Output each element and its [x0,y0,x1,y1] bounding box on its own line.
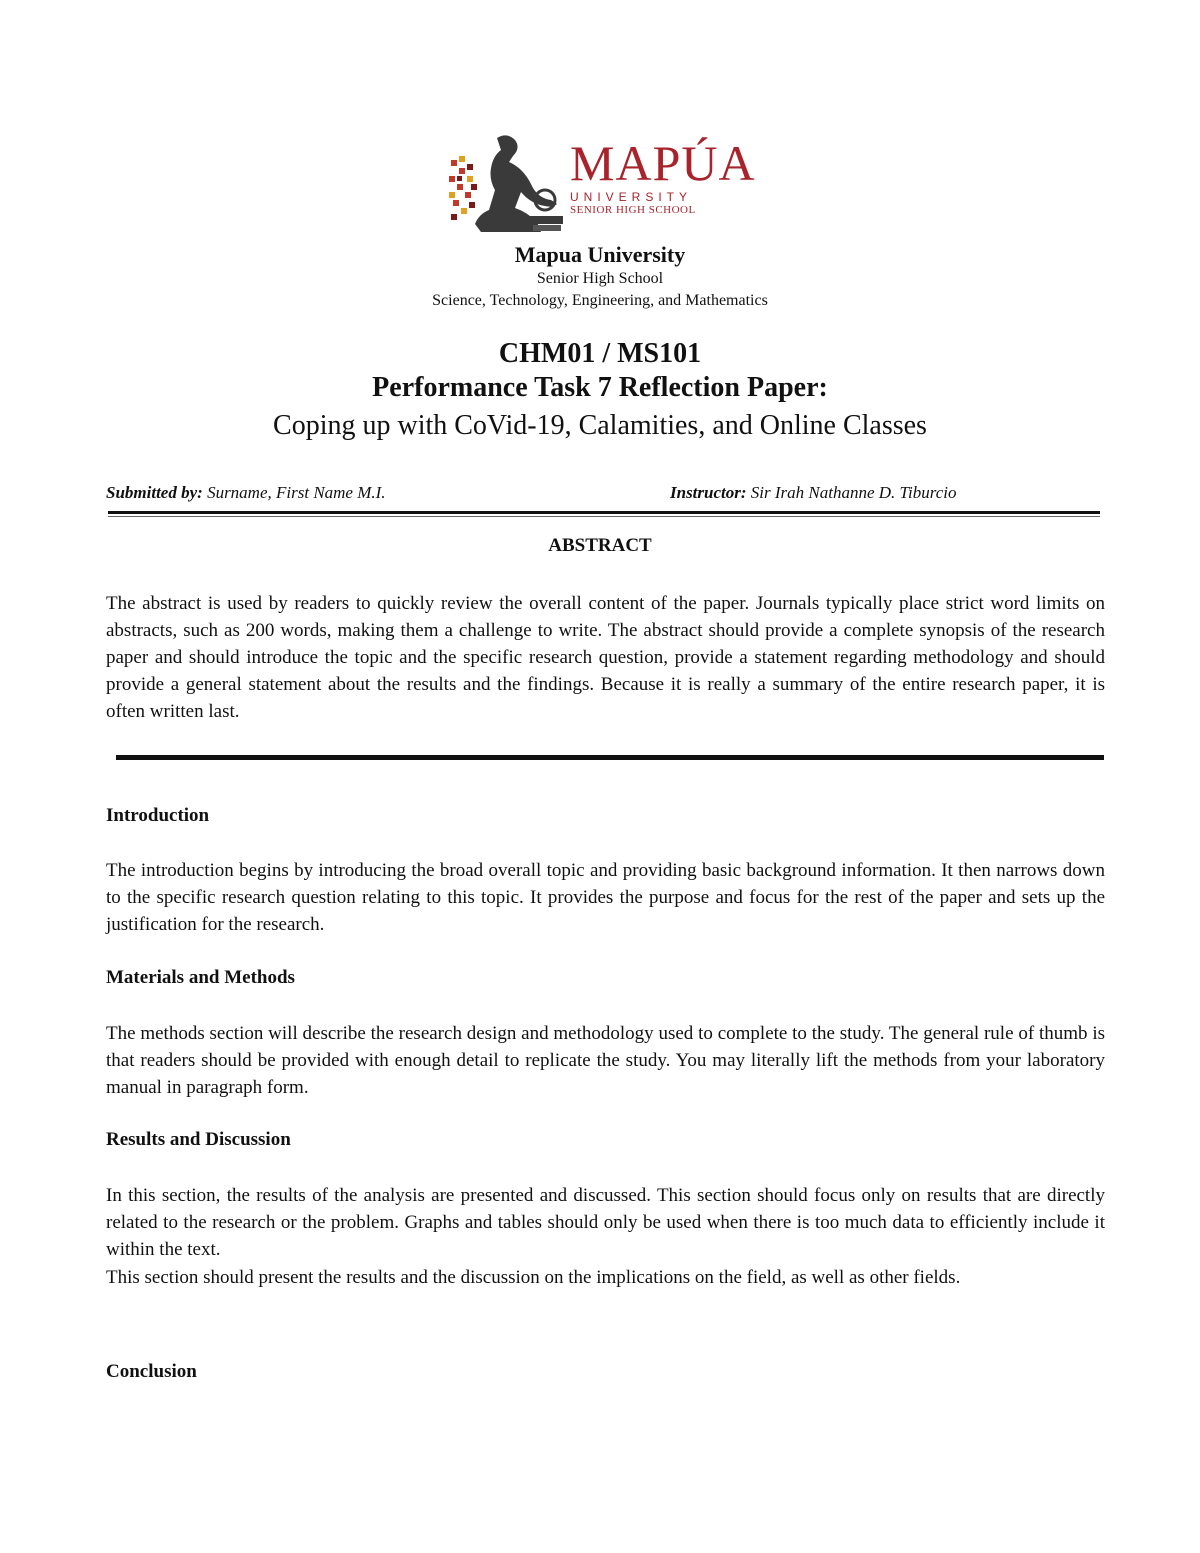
abstract-body: The abstract is used by readers to quickly review the overall content of the paper. Journals typically place strict word limits on abstracts, such as 200 words, making them a challenge to write. The abstract should provide a complete synopsis of the research paper and should introduce the topic and the specific research question, provide a statement regarding methodology and should provide a general statement about the results and the findings. Because it is really a summary of the entire research paper, it is often written last. [106,593,1105,722]
logo-wordmark [570,135,756,216]
submitted-value: Surname, First Name M.I. [202,483,386,502]
methods-heading: Materials and Methods [106,967,295,988]
task-title: Performance Task 7 Reflection Paper: [372,372,828,403]
submitted-label: Submitted by: [106,483,203,502]
header-divider [108,511,1100,514]
department-name: Senior High School [536,270,664,287]
results-heading: Results and Discussion [106,1129,291,1150]
instructor [670,483,957,503]
conclusion-heading: Conclusion [106,1361,197,1382]
abstract-divider [116,755,1104,760]
course-code: CHM01 / MS101 [498,338,702,369]
strand-name: Science, Technology, Engineering, and Mathematics [432,292,768,309]
methods-body: The methods section will describe the research design and methodology used to complete to the study. The general rule of thumb is that readers should be provided with enough detail to replicate the study. You may literally lift the methods from your laboratory manual in paragraph form. [106,1023,1105,1098]
institution-name: Mapua University [514,242,686,267]
university-logo [445,130,756,240]
paper-subtitle: Coping up with CoVid-19, Calamities, and Online Classes [273,410,927,441]
instructor-label: Instructor: [670,483,747,502]
introduction-heading: Introduction [106,805,210,826]
submitted-by [106,483,386,503]
abstract-heading: ABSTRACT [548,535,652,556]
header-divider-thin [108,516,1100,517]
introduction-body: The introduction begins by introducing the broad overall topic and providing basic background information. It then narrows down to the specific research question relating to this topic. It provides the purpose and focus for the rest of the paper and sets up the justification for the research. [106,860,1105,935]
logo-senior-high: SENIOR HIGH SCHOOL [570,204,696,216]
results-body: In this section, the results of the analysis are presented and discussed. This section should focus only on results that are directly related to the research or the problem. Graphs and tables should only be used when there is too much data to efficiently include it within the text. [106,1185,1105,1260]
logo-university: UNIVERSITY [570,190,693,204]
scholar-figure-icon [445,130,570,240]
results-body-2: This section should present the results and the discussion on the implications on the field, as well as other fields. [106,1267,961,1288]
logo-name: MAPÚA [570,135,756,191]
instructor-value: Sir Irah Nathanne D. Tiburcio [746,483,957,502]
